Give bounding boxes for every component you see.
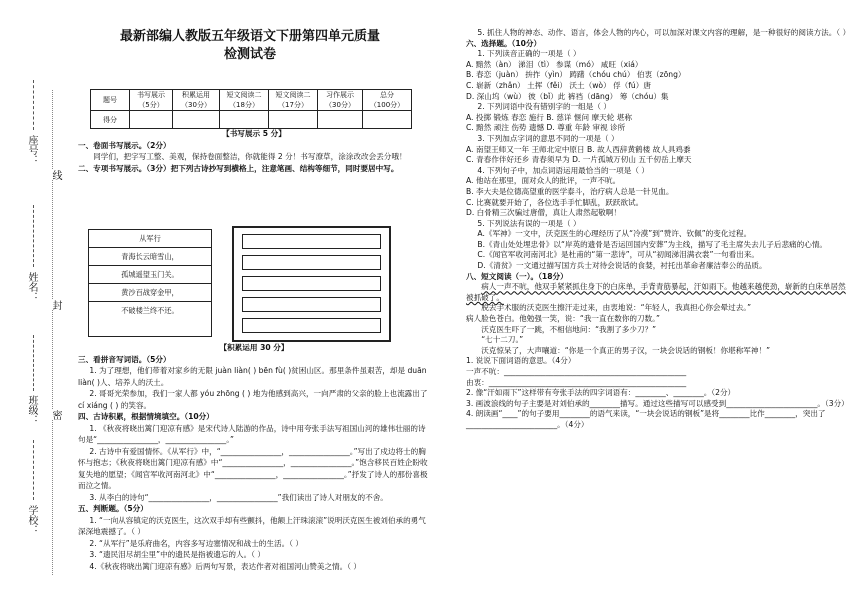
choice-5-d: D.《清贫》一文通过描写国方兵士对待会说话的食婪，衬托出革命者廉洁奉公的品质。 xyxy=(477,261,767,271)
right-column xyxy=(466,28,850,431)
q3-heading: 三、看拼音写词语。（5分） xyxy=(78,354,171,364)
name-label: 姓名： xyxy=(26,272,37,302)
choice-1-c: C. 崭新（zhǎn） 土挥（fěi） 沃土（wò） 俘（fú）唐 xyxy=(466,80,651,90)
choice-5-c: C.《闻官军收河南河北》是杜甫的“第一悲诗”，可从“初闻涕泪满衣裳”一句看出来。 xyxy=(477,250,760,260)
q4-heading: 四、古诗积累，根据情境填空。（10分） xyxy=(78,412,214,421)
choice-5: 5. 下列说法有误的一项是（ ） xyxy=(477,218,581,228)
col-read2: 短文阅读二 （17分） xyxy=(269,90,318,111)
score-cell[interactable] xyxy=(363,111,412,129)
score-cell[interactable] xyxy=(130,111,173,129)
choice-5-a: A.《军神》一文中，沃克医生的心理经历了从“冷漠”到“赞许、钦佩”的变化过程。 xyxy=(477,229,752,239)
copy-line[interactable] xyxy=(242,255,381,270)
q4-item-1: 1. 《秋夜将晓出篱门迎凉有感》是宋代诗人陆游的作品，诗中用夸张手法写祖国山河的雄伟壮丽的诗句是“________________，________________。” xyxy=(78,423,426,444)
choice-4-c: C. 比赛就要开始了，各位选手手忙脚乱，跃跃欲试。 xyxy=(466,197,644,207)
school-fill-line[interactable] xyxy=(33,440,34,500)
score-header-row xyxy=(91,90,412,111)
choice-4-b: B. 李大夫是位德高望重的医学泰斗，治疗病人总是一针见血。 xyxy=(466,186,674,196)
left-column-top xyxy=(78,128,430,174)
reading-paragraph: 病人脸色苍白。他勉强一笑，说：“我一直在数你的刀数。” xyxy=(466,314,660,324)
left-column-bottom xyxy=(78,342,430,572)
binding-line xyxy=(52,90,53,575)
score-cell[interactable] xyxy=(220,111,269,129)
q8-heading: 八、短文阅读（一）。（18分） xyxy=(466,271,568,281)
choice-1-d: D. 深山坞（wù） 彼（bǐ）此 裤裆（dāng） 筹（chóu）集 xyxy=(466,91,669,101)
choice-3: 3. 下列加点字词的意思不同的一项是（ ） xyxy=(477,133,619,143)
poem-box xyxy=(88,229,212,337)
q4-item-2: 2. 古诗中有爱国情怀。《从军行》中，“________________，________________。”写出了戍边将士的胸怀与抱志；《秋夜将晓出篱门迎凉有感》中“________________，________________。”饱含移民百姓企盼收复失地的愿望；《闻官军收河南河北》中“________________，________________。”抒发了诗人的那份喜极而泣之情。 xyxy=(78,446,428,490)
binding-mark-close: 密 xyxy=(50,410,61,420)
binding-mark-seal: 封 xyxy=(50,300,61,310)
page-title xyxy=(110,28,390,64)
score-row xyxy=(91,111,412,129)
copy-line[interactable] xyxy=(242,297,381,312)
choice-4: 4. 下列句子中，加点词语运用最恰当的一项是（ ） xyxy=(477,165,649,175)
title-line-1: 最新部编人教版五年级语文下册第四单元质量 xyxy=(119,29,380,44)
choice-5-b: B.《青山处处埋忠骨》以“岸英的遗骨是否运回国内安葬”为主线，描写了毛主席失去儿子后悲痛的心情。 xyxy=(477,239,828,249)
q1-text: 同学们，把字写工整、美观，保持卷面整洁，你就能得 2 分！书写潦草，涂涂改改会丢分哦！ xyxy=(93,152,407,161)
choice-1: 1. 下列读音正确的一项是（ ） xyxy=(477,49,581,59)
reading-answer-1a[interactable]: 一声不吭：________________________________________________ xyxy=(466,367,687,376)
col-total: 总分 （100分） xyxy=(363,90,412,111)
copy-grid xyxy=(232,226,391,342)
choice-3-ab: A. 南望王师又一年 王师北定中原日 B. 故人西辞黄鹤楼 故人具鸡黍 xyxy=(466,144,691,154)
reading-paragraph: 沃克医生吓了一跳，不相信地问：“我割了多少刀？” xyxy=(481,324,657,334)
reading-question-2[interactable]: 2. 像“汗如雨下”这样带有夸张手法的四字词语有：________、________。（2分） xyxy=(466,388,736,398)
score-label: 得分 xyxy=(91,111,130,129)
q1-heading: 一、卷面书写展示。（2分） xyxy=(78,140,171,150)
choice-3-cd: C. 青春作伴好还乡 青春须早为 D. 一片孤城万仞山 五千仞岳上摩天 xyxy=(466,155,692,165)
poem-line: 不破楼兰终不还。 xyxy=(121,306,179,315)
reading-paragraph: 沃克惊呆了，大声嚷道：“你是一个真正的男子汉，一块会说话的钢板！你堪称军神！” xyxy=(481,345,771,355)
q3-item-2: 2. 哥哥光荣参加，我们一家人都 yóu zhōng ( ) 地为他感到高兴，一向严肃的父亲的脸上也流露出了 cí xiáng ( ) 的笑容。 xyxy=(78,389,428,410)
seat-fill-line[interactable] xyxy=(33,80,34,130)
score-cell[interactable] xyxy=(269,111,318,129)
poem-line: 黄沙百战穿金甲， xyxy=(89,284,211,302)
title-line-2: 检测试卷 xyxy=(223,47,276,62)
reading-question-1: 1. 说说下面词语的意思。（4分） xyxy=(466,356,576,366)
school-label: 学校： xyxy=(26,505,37,535)
row-label: 题号 xyxy=(91,90,130,111)
col-accum: 积累运用 （30分） xyxy=(173,90,220,111)
copy-line[interactable] xyxy=(242,318,381,333)
q3-item-1: 1. 为了理想，他们带着对家乡的无限 juàn liàn( ) bēn fù( )贫困山区。那里条件虽艰苦，却是 duān liàn( )人、培养人的沃土。 xyxy=(78,366,427,387)
choice-1-b: B. 春恋（juàn） 拚拃（yìn） 踌躇（chóu chú） 伯衷（zōng） xyxy=(466,70,686,80)
reading-question-3[interactable]: 3. 画波浪线的句子主要是对刘伯承的________描写。通过这些描写可以感受到________________________。（3分） xyxy=(466,398,849,408)
section-writing: 【书写展示 5 分】 xyxy=(222,129,286,138)
choice-1-a: A. 黯然（àn） 涕泪（tì） 参谋（mó） 咸旺（xiá） xyxy=(466,59,643,69)
choice-2-ab: A. 投掷 锻炼 春恋 施行 B. 慈详 惬问 摩天轮 堪称 xyxy=(466,112,632,122)
score-cell[interactable] xyxy=(318,111,363,129)
section-accum: 【积累运用 30 分】 xyxy=(219,343,289,352)
seat-label: 座号： xyxy=(26,135,37,165)
reading-paragraph: 病人一声不吭，他双手紧紧抓住身下的白床单，手背青筋暴起，汗如雨下。他越来越使劲，崭新的白床单居然被抓破了。 xyxy=(466,282,846,302)
q5-heading: 五、判断题。（5分） xyxy=(78,504,148,513)
choice-4-a: A. 他站在那里，面对众人的批评，一声不吭。 xyxy=(466,176,621,186)
q2-heading: 二、专项书写展示。（3分）把下列古诗抄写到横格上，注意笔画、结构等细节，同时要居中写。 xyxy=(78,163,399,173)
copy-line[interactable] xyxy=(242,234,381,249)
choice-2: 2. 下列词语中没有错别字的一组是（ ） xyxy=(477,102,611,112)
q5-judge-5: 5. 抓住人物的神态、动作、语言，体会人物的内心，可以加深对课文内容的理解，是一种很好的阅读方法。（ ） xyxy=(477,28,851,37)
poem-title: 从军行 xyxy=(89,230,211,248)
reading-question-4[interactable]: 4. 朗读画“____”的句子要用________的语气来读，“一块会说话的钢板”是将________比作________，突出了________________________。（4分） xyxy=(466,409,826,429)
copy-line[interactable] xyxy=(242,276,381,291)
score-cell[interactable] xyxy=(173,111,220,129)
choice-4-d: D. 白骨精三次骗过唐僧，真让人肃然起敬啊！ xyxy=(466,208,621,218)
name-fill-line[interactable] xyxy=(33,205,34,267)
class-fill-line[interactable] xyxy=(33,335,34,391)
choice-2-cd: C. 黯然 顽注 伤势 遗憾 D. 尊重 年龄 审视 诊所 xyxy=(466,123,626,133)
reading-paragraph: “七十二刀。” xyxy=(481,335,524,345)
reading-paragraph: 脱去手术服的沃克医生擦汗走过来，由衷地说：“年轻人，我真担心你会晕过去。” xyxy=(481,303,752,313)
q4-item-3: 3. 从李白的诗句“________________，________________”我们读出了诗人对朋友的不舍。 xyxy=(89,492,388,502)
col-read1: 短文阅读二 （18分） xyxy=(220,90,269,111)
q5-item-4: 4.《秋夜将晓出篱门迎凉有感》后两句写景，表达作者对祖国河山赞美之情。（ ） xyxy=(89,561,362,571)
score-table xyxy=(90,89,412,129)
class-label: 班级： xyxy=(26,395,37,425)
binding-mark-line: 线 xyxy=(50,170,61,180)
q5-item-1: 1. “一向从容镇定的沃克医生，这次双手却有些颤抖，他额上汗珠滚滚”说明沃克医生被刘伯承的勇气深深地震撼了。（ ） xyxy=(78,515,426,536)
col-writing: 书写展示 （5分） xyxy=(130,90,173,111)
reading-answer-1b[interactable]: 由衷：____________________________________________________ xyxy=(466,377,687,387)
poem-line: 青海长云暗雪山， xyxy=(89,248,211,266)
poem-line: 孤城遥望玉门关。 xyxy=(89,266,211,284)
q5-item-2: 2. “从军行”是乐府曲名，内容多写边塞情况和战士的生活。（ ） xyxy=(89,538,303,548)
q6-heading: 六、选择题。（10分） xyxy=(466,38,542,48)
q5-item-3: 3. “遗民泪尽胡尘里”中的遗民是指被遗忘的人。（ ） xyxy=(89,550,265,559)
col-essay: 习作展示 （30分） xyxy=(318,90,363,111)
